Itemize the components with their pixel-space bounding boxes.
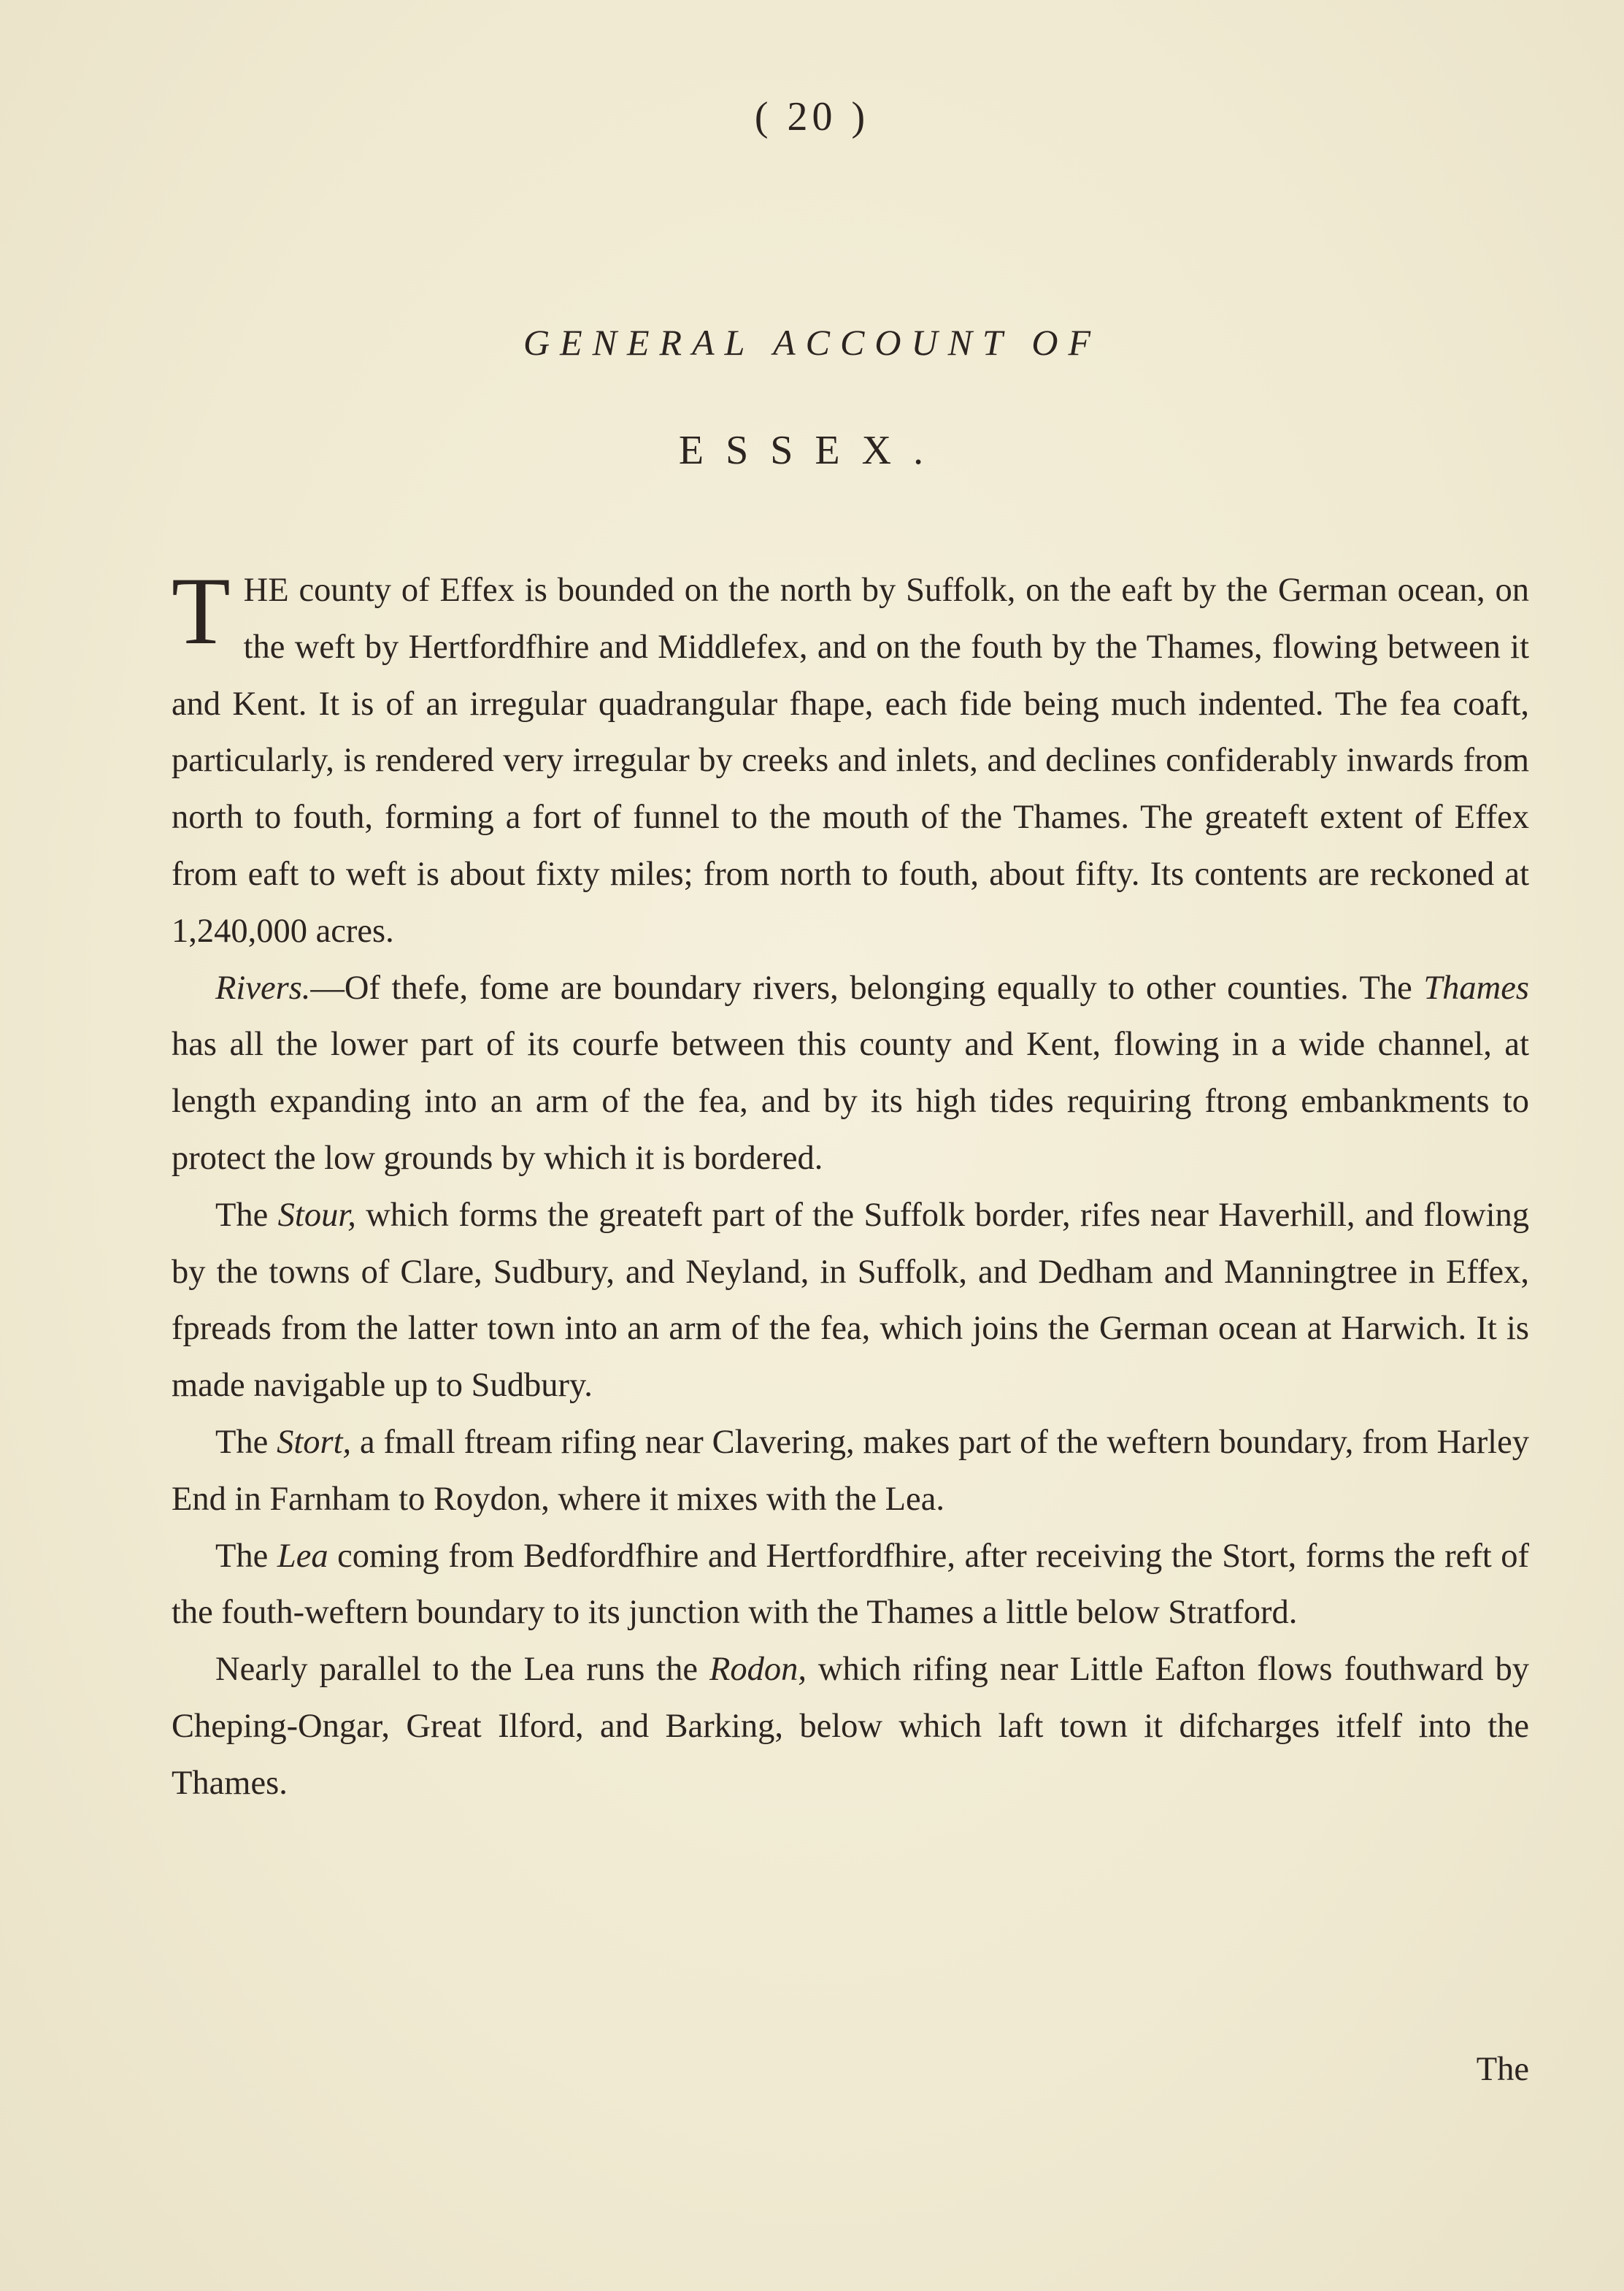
paragraph-lea-text-2: coming from Bedfordfhire and Hertfordfhire, after receiving the Stort, forms the reft of the fouth-weftern boundary to its junction with the Thames a little below Stratford.: [172, 1537, 1530, 1632]
section-label-rivers: Rivers.: [215, 969, 311, 1007]
river-name-thames: Thames: [1423, 969, 1529, 1007]
drop-cap: T: [172, 557, 231, 664]
paragraph-stour-text-2: which forms the greateft part of the Suffolk border, rifes near Haverhill, and flowing by the towns of Clare, Sudbury, and Neyland, in Suffolk, and Dedham and Manningtree in Effex, fpreads from the latter town into an arm of the fea, which joins the German ocean at Harwich. It is made navigable up to Sudbury.: [172, 1196, 1530, 1405]
paragraph-rodon-text-2: which rifing near Little Eafton flows fouthward by Cheping-Ongar, Great Ilford, and Barking, below which laft town it difcharges itfelf into the Thames.: [172, 1651, 1529, 1802]
paragraph-stort-text-1: The: [215, 1423, 277, 1461]
paragraph-lea: [172, 1528, 1529, 1642]
page-number: ( 20 ): [754, 94, 870, 139]
body-text: [172, 557, 1530, 1812]
paragraph-lea-text-1: The: [215, 1537, 277, 1575]
paragraph-stour: [172, 1187, 1529, 1414]
paragraph-rivers-text-2: has all the lower part of its courfe between this county and Kent, flowing in a wide channel, at length expanding into an arm of the fea, and by its high tides requiring ftrong embankments to protect the low grounds by which it is bordered.: [172, 1026, 1529, 1177]
paragraph-rodon: [172, 1641, 1529, 1811]
county-title: ESSEX.: [678, 428, 946, 473]
paragraph-stort-text-2: a fmall ftream rifing near Clavering, makes part of the weftern boundary, from Harley End in Farnham to Roydon, where it mixes with the Lea.: [172, 1423, 1529, 1518]
river-name-lea: Lea: [277, 1537, 328, 1575]
running-title: GENERAL ACCOUNT OF: [523, 322, 1101, 363]
river-name-stour: Stour,: [277, 1196, 356, 1234]
paragraph-intro: [172, 557, 1529, 960]
paragraph-rodon-text-1: Nearly parallel to the Lea runs the: [215, 1651, 709, 1689]
catchword: The: [1476, 2051, 1529, 2088]
paragraph-intro-text: HE county of Effex is bounded on the north by Suffolk, on the eaft by the German ocean, on the weft by Hertfordfhire and Middlefex, and on the fouth by the Thames, flowing between it and Kent. It is of an irregular quadrangular fhape, each fide being much indented. The fea coaft, particularly, is rendered very irregular by creeks and inlets, and declines confiderably inwards from north to fouth, forming a fort of funnel to the mouth of the Thames. The greateft extent of Effex from eaft to weft is about fixty miles; from north to fouth, about fifty. Its contents are reckoned at 1,240,000 acres.: [172, 572, 1529, 950]
paragraph-rivers: [172, 960, 1529, 1187]
river-name-stort: Stort,: [277, 1423, 352, 1461]
paragraph-stort: [172, 1414, 1529, 1528]
river-name-rodon: Rodon,: [709, 1651, 807, 1689]
paragraph-rivers-text-1: —Of thefe, fome are boundary rivers, belonging equally to other counties. The: [310, 969, 1424, 1007]
paragraph-stour-text-1: The: [215, 1196, 278, 1234]
